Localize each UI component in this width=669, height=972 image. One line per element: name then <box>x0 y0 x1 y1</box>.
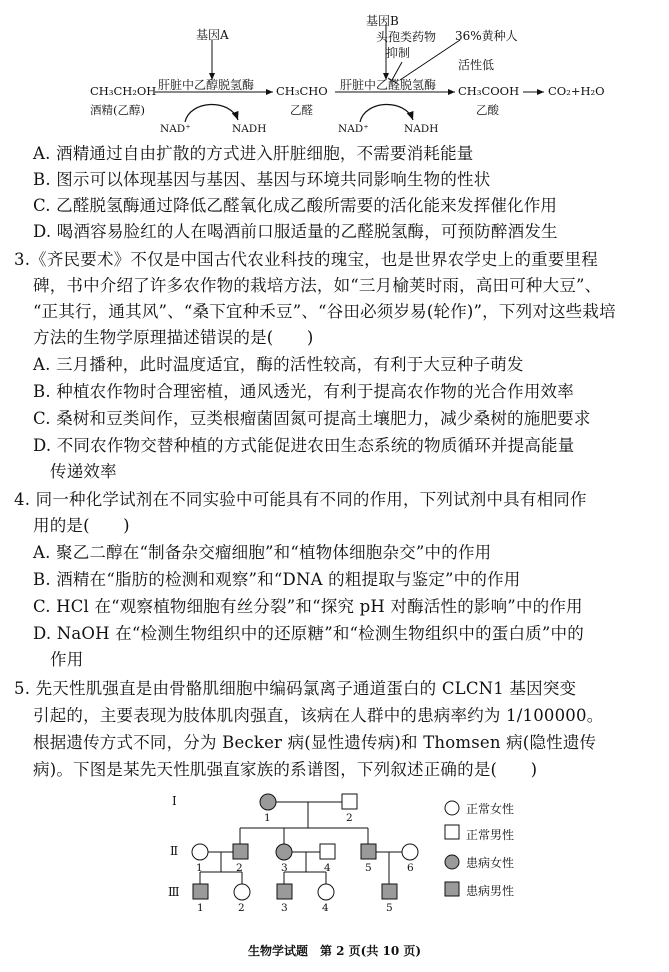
generation-label: Ⅱ <box>170 844 179 858</box>
q4-option-a: A. 聚乙二醇在“制备杂交瘤细胞”和“植物体细胞杂交”中的作用 <box>33 543 492 562</box>
pedigree-ii6-normal-female <box>402 844 418 860</box>
q4-stem-line: 用的是( ) <box>33 516 130 535</box>
q2-option-a: A. 酒精通过自由扩散的方式进入肝脏细胞，不需要消耗能量 <box>33 144 474 163</box>
q3-stem-line: 方法的生物学原理描述错误的是( ) <box>33 328 314 347</box>
q3-stem-line: 碑，书中介绍了许多农作物的栽培方法，如“三月榆荚时雨，高田可种大豆”、 <box>33 276 602 295</box>
pedigree-i2-normal-male <box>342 794 357 809</box>
individual-number: 4 <box>322 902 329 914</box>
q4-option-d-cont: 作用 <box>50 650 84 669</box>
q4-stem-line: 4. 同一种化学试剂在不同实验中可能具有不同的作用，下列试剂中具有相同作 <box>14 490 587 509</box>
pedigree-ii3-affected-female <box>276 844 292 860</box>
nadh-label-2: NADH <box>404 123 439 135</box>
low-activity-label: 活性低 <box>458 58 495 72</box>
legend-affected-female-symbol <box>445 855 459 869</box>
gene-b-label: 基因B <box>366 14 399 28</box>
individual-number: 3 <box>281 902 288 914</box>
pedigree-ii5-affected-male <box>361 844 376 859</box>
pedigree-ii4-normal-male <box>320 844 335 859</box>
q4-option-d: D. NaOH 在“检测生物组织中的还原糖”和“检测生物组织中的蛋白质”中的 <box>33 624 584 643</box>
individual-number: 5 <box>386 902 393 914</box>
individual-number: 3 <box>281 862 288 874</box>
page-footer: 生物学试题 第 2 页(共 10 页) <box>247 944 422 958</box>
individual-number: 6 <box>407 862 414 874</box>
pedigree-iii1-affected-male <box>193 884 208 899</box>
individual-number: 4 <box>324 862 331 874</box>
individual-number: 5 <box>365 862 372 874</box>
q3-stem-line: 3.《齐民要术》不仅是中国古代农业科技的瑰宝，也是世界农学史上的重要里程 <box>14 250 598 269</box>
legend-affected-male-symbol <box>445 882 459 896</box>
q2-option-d: D. 喝酒容易脸红的人在喝酒前口服适量的乙醛脱氢酶，可预防醉酒发生 <box>33 222 558 241</box>
enzyme1-label: 肝脏中乙醇脱氢酶 <box>158 78 255 92</box>
q5-stem-line: 根据遗传方式不同，分为 Becker 病(显性遗传病)和 Thomsen 病(隐性遗传 <box>33 733 597 752</box>
q3-option-a: A. 三月播种，此时温度适宜，酶的活性较高，有利于大豆种子萌发 <box>33 355 524 374</box>
ethanol-formula: CH₃CH₂OH <box>90 84 157 98</box>
pedigree-i1-affected-female <box>260 794 276 810</box>
generation-label: Ⅰ <box>172 794 177 808</box>
gene-a-label: 基因A <box>196 28 229 42</box>
individual-number: 1 <box>264 812 271 824</box>
inhibit-label: 抑制 <box>386 46 411 60</box>
pedigree-ii1-normal-female <box>192 844 208 860</box>
q4-option-c: C. HCl 在“观察植物细胞有丝分裂”和“探究 pH 对酶活性的影响”中的作用 <box>33 597 583 616</box>
q2-option-b: B. 图示可以体现基因与基因、基因与环境共同影响生物的性状 <box>33 170 491 189</box>
acetic-formula: CH₃COOH <box>458 84 520 98</box>
legend-normal-male-label: 正常男性 <box>466 828 515 842</box>
individual-number: 2 <box>236 862 243 874</box>
products-label: CO₂+H₂O <box>548 84 605 98</box>
enzyme2-label: 肝脏中乙醛脱氢酶 <box>340 78 437 92</box>
q5-stem-line: 病)。下图是某先天性肌强直家族的系谱图，下列叙述正确的是( ) <box>33 760 538 779</box>
q3-option-c: C. 桑树和豆类间作，豆类根瘤菌固氮可提高土壤肥力，减少桑树的施肥要求 <box>33 409 591 428</box>
nadh-label-1: NADH <box>232 123 267 135</box>
pedigree-ii2-affected-male <box>233 844 248 859</box>
q2-option-c: C. 乙醛脱氢酶通过降低乙醛氧化成乙酸所需要的活化能来发挥催化作用 <box>33 196 558 215</box>
acetic-name: 乙酸 <box>476 103 499 117</box>
generation-label: Ⅲ <box>168 885 180 899</box>
q4-option-b: B. 酒精在“脂肪的检测和观察”和“DNA 的粗提取与鉴定”中的作用 <box>33 570 521 589</box>
legend-affected-male-label: 患病男性 <box>466 884 515 898</box>
legend-affected-female-label: 患病女性 <box>466 856 515 870</box>
individual-number: 2 <box>238 902 245 914</box>
pedigree-iii3-affected-male <box>277 884 292 899</box>
antibiotic-label: 头孢类药物 <box>376 30 437 44</box>
q5-stem-line: 5. 先天性肌强直是由骨骼肌细胞中编码氯离子通道蛋白的 CLCN1 基因突变 <box>14 679 577 698</box>
ethanol-name: 酒精(乙醇) <box>90 103 145 117</box>
q3-stem-line: “正其行，通其风”、“桑下宜种禾豆”、“谷田必须岁易(轮作)”，下列对这些栽培 <box>33 302 616 321</box>
q3-option-d: D. 不同农作物交替种植的方式能促进农田生态系统的物质循环并提高能量 <box>33 436 575 455</box>
pedigree-iii2-normal-female <box>234 884 250 900</box>
q5-stem-line: 引起的，主要表现为肢体肌肉强直，该病在人群中的患病率约为 1/100000。 <box>33 706 604 725</box>
individual-number: 1 <box>197 902 204 914</box>
nad-label-1: NAD⁺ <box>160 123 191 135</box>
acetaldehyde-formula: CH₃CHO <box>276 84 328 98</box>
pedigree-iii5-affected-male <box>382 884 397 899</box>
acetaldehyde-name: 乙醛 <box>290 103 313 117</box>
pedigree-iii4-normal-female <box>318 884 334 900</box>
q3-option-b: B. 种植农作物时合理密植，通风透光，有利于提高农作物的光合作用效率 <box>33 382 574 401</box>
individual-number: 2 <box>346 812 353 824</box>
legend-normal-female-label: 正常女性 <box>466 802 515 816</box>
legend-normal-male-symbol <box>445 825 459 839</box>
nad-label-2: NAD⁺ <box>338 123 369 135</box>
q3-option-d-cont: 传递效率 <box>50 462 117 481</box>
yellow-race-label: 36%黄种人 <box>455 29 518 43</box>
legend-normal-female-symbol <box>445 801 459 815</box>
individual-number: 1 <box>196 862 203 874</box>
